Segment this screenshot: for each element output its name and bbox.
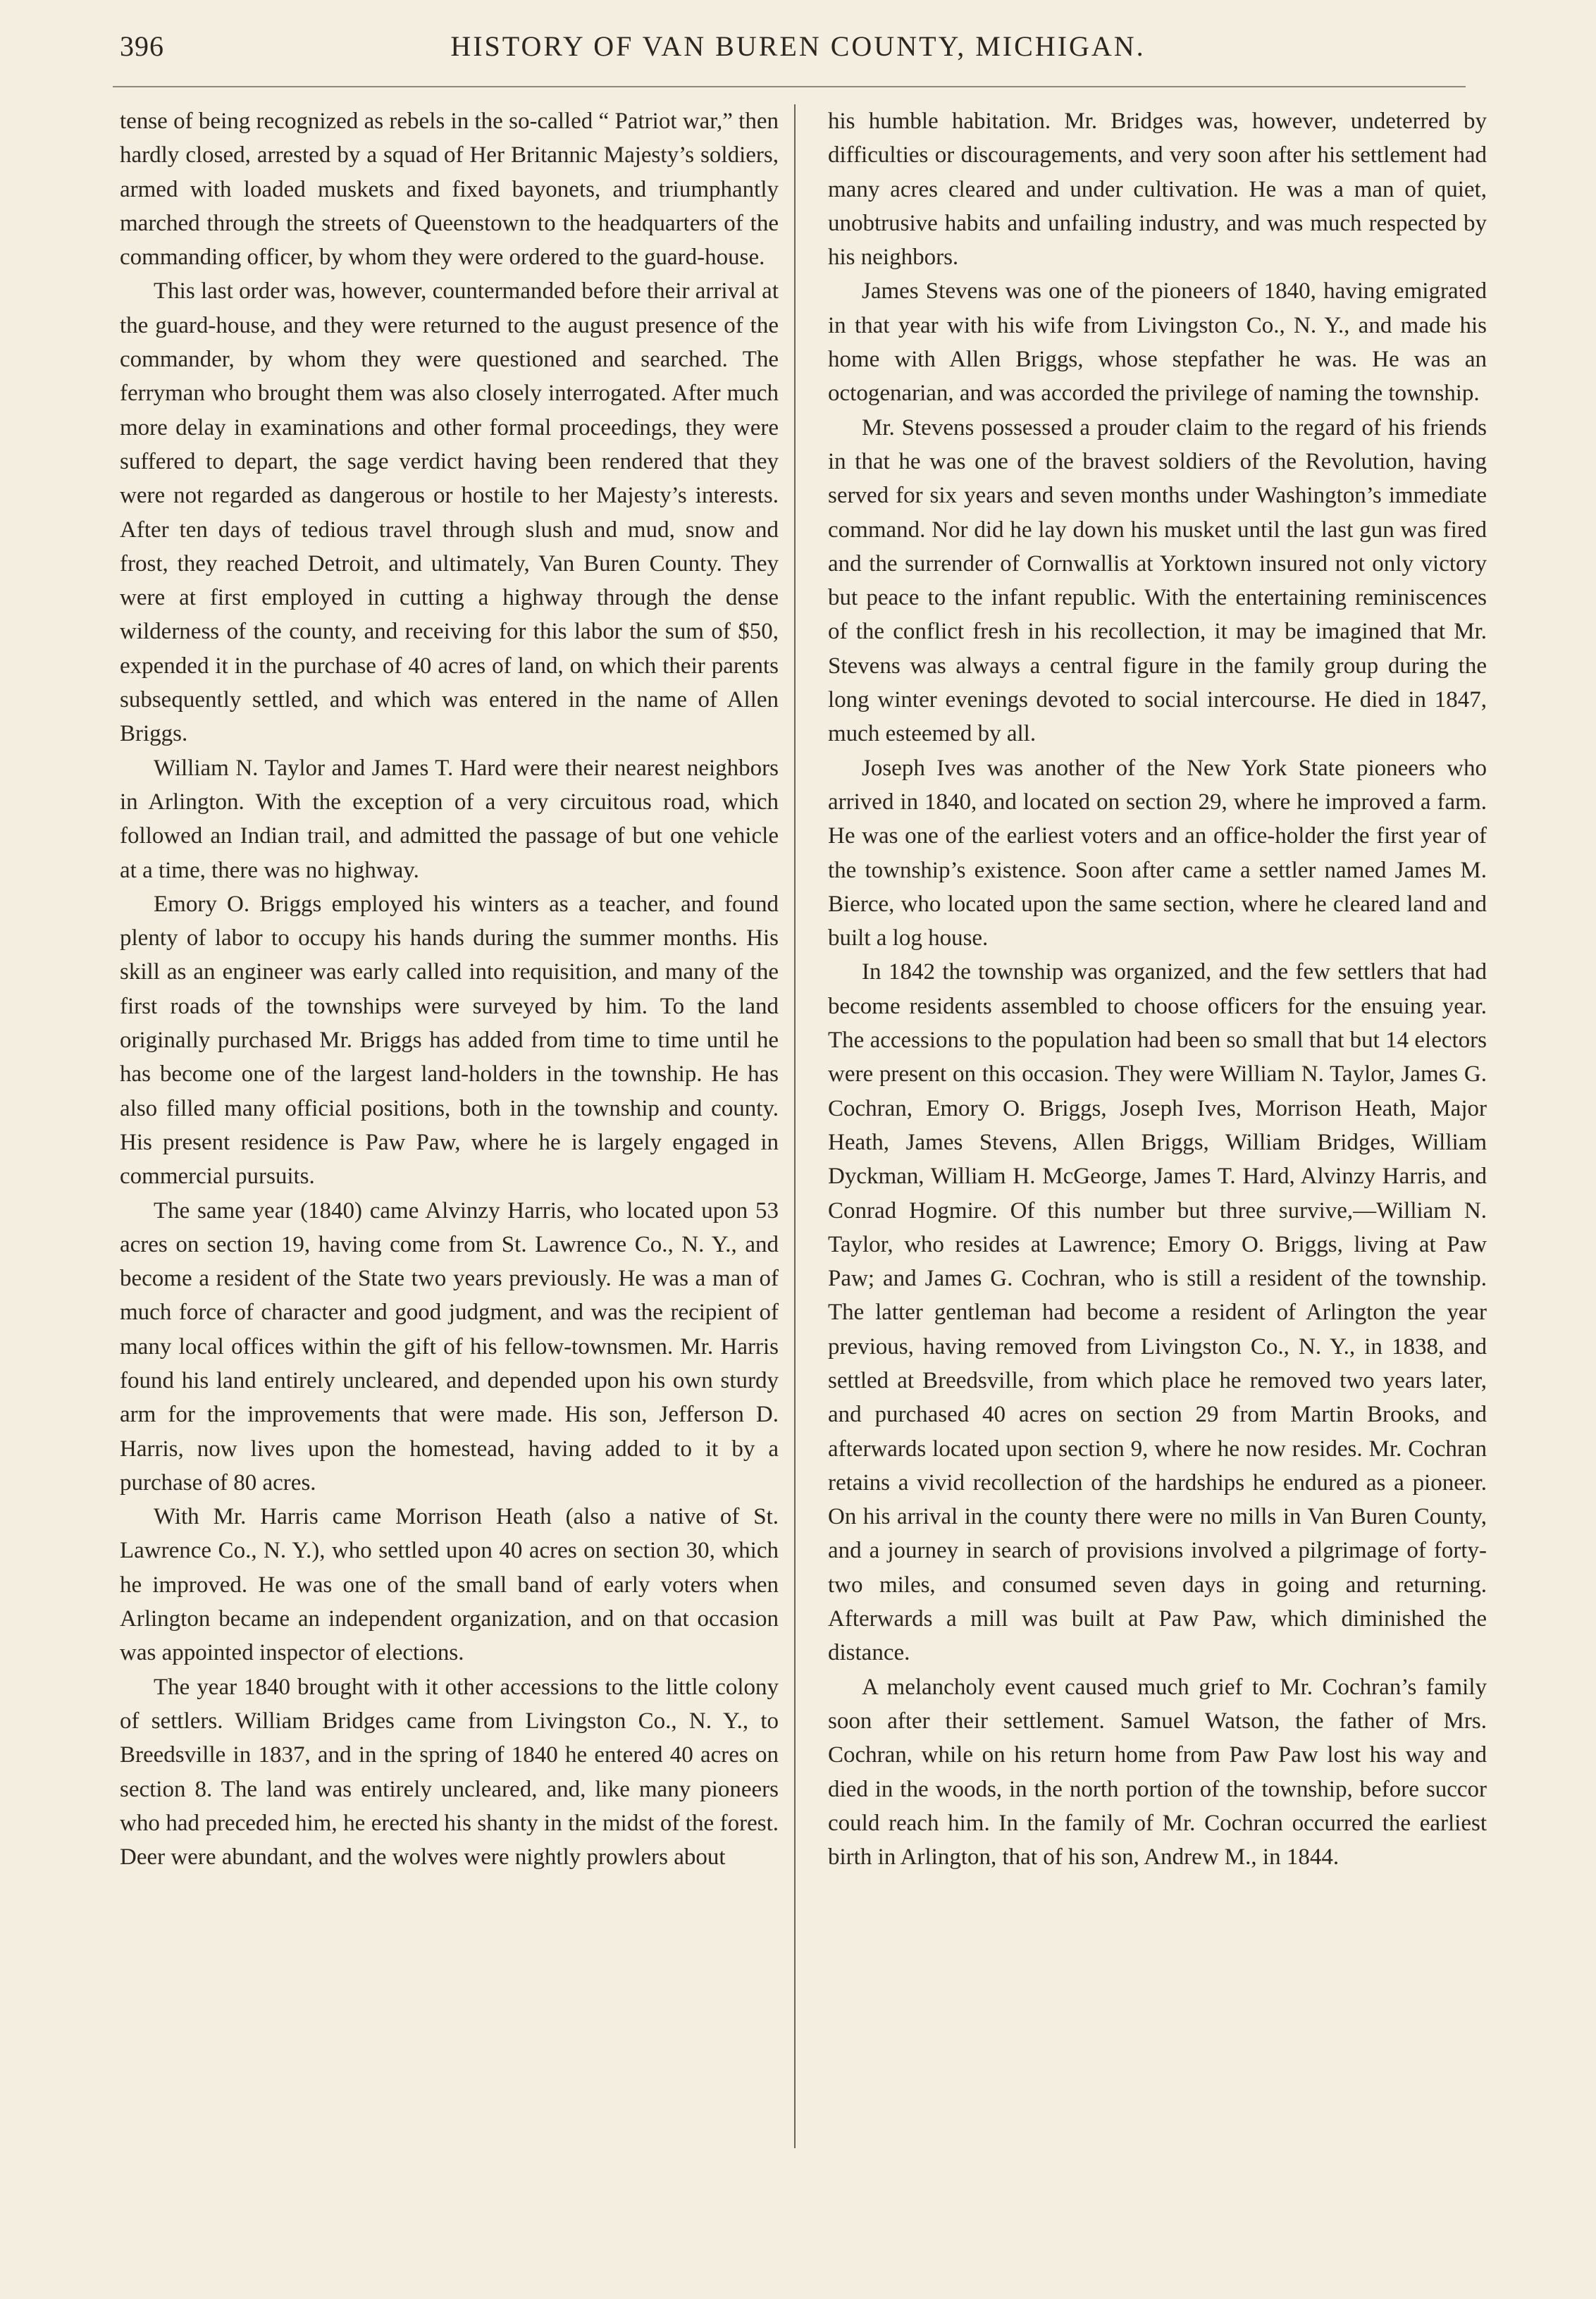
right-column (828, 104, 1487, 1874)
paragraph: With Mr. Harris came Morrison Heath (also a native of St. Lawrence Co., N. Y.), who settled upon 40 acres on section 30, which he improved. He was one of the small band of early voters when Arlington became an independent organization, and on that occasion was appointed inspector of elections. (120, 1504, 779, 1666)
running-title: HISTORY OF VAN BUREN COUNTY, MICHIGAN. (450, 30, 1146, 62)
paragraph: The year 1840 brought with it other accessions to the little colony of settlers. William Bridges came from Livingston Co., N. Y., to Breedsville in 1837, and in the spring of 1840 he entered 40 acres on section 8. The land was entirely uncleared, and, like many pioneers who had preceded him, he erected his shanty in the midst of the forest. Deer were abundant, and the wolves were nightly prowlers about (120, 1674, 779, 1870)
paragraph: his humble habitation. Mr. Bridges was, however, undeterred by difficulties or discouragements, and very soon after his settlement had many acres cleared and under cultivation. He was a man of quiet, unobtrusive habits and unfailing industry, and was much respected by his neighbors. (828, 109, 1487, 271)
paragraph: The same year (1840) came Alvinzy Harris, who located upon 53 acres on section 19, having come from St. Lawrence Co., N. Y., and become a resident of the State two years previously. He was a man of much force of character and good judgment, and was the recipient of many local offices within the gift of his fellow-townsmen. Mr. Harris found his land entirely uncleared, and depended upon his own sturdy arm for the improvements that were made. His son, Jefferson D. Harris, now lives upon the homestead, having added to it by a purchase of 80 acres. (120, 1197, 779, 1496)
paragraph: Emory O. Briggs employed his winters as a teacher, and found plenty of labor to occupy his hands during the summer months. His skill as an engineer was early called into requisition, and many of the first roads of the townships were surveyed by him. To the land originally purchased Mr. Briggs has added from time to time until he has become one of the largest land-holders in the township. He has also filled many official positions, both in the township and county. His present residence is Paw Paw, where he is largely engaged in commercial pursuits. (120, 891, 779, 1190)
paragraph: A melancholy event caused much grief to Mr. Cochran’s family soon after their settlement. Samuel Watson, the father of Mrs. Cochran, while on his return home from Paw Paw lost his way and died in the woods, in the north portion of the township, before succor could reach him. In the family of Mr. Cochran occurred the earliest birth in Arlington, that of his son, Andrew M., in 1844. (828, 1674, 1487, 1870)
paragraph: Mr. Stevens possessed a prouder claim to the regard of his friends in that he was one of the bravest soldiers of the Revolution, having served for six years and seven months under Washington’s immediate command. Nor did he lay down his musket until the last gun was fired and the surrender of Cornwallis at Yorktown insured not only victory but peace to the infant republic. With the entertaining reminiscences of the conflict fresh in his recollection, it may be imagined that Mr. Stevens was always a central figure in the family group during the long winter evenings devoted to social intercourse. He died in 1847, much esteemed by all. (828, 414, 1487, 747)
paragraph: Joseph Ives was another of the New York State pioneers who arrived in 1840, and located on section 29, where he improved a farm. He was one of the earliest voters and an office-holder the first year of the township’s existence. Soon after came a settler named James M. Bierce, who located upon the same section, where he cleared land and built a log house. (828, 755, 1487, 951)
header-rule (113, 86, 1466, 87)
left-column (120, 104, 779, 1874)
page-number: 396 (120, 30, 164, 62)
paragraph: This last order was, however, countermanded before their arrival at the guard-house, and they were returned to the august presence of the commander, by whom they were questioned and searched. The ferryman who brought them was also closely interrogated. After much more delay in examinations and other formal proceedings, they were suffered to depart, the sage verdict having been rendered that they were not regarded as dangerous or hostile to her Majesty’s interests. After ten days of tedious travel through slush and mud, snow and frost, they reached Detroit, and ultimately, Van Buren County. They were at first employed in cutting a highway through the dense wilderness of the county, and receiving for this labor the sum of $50, expended it in the purchase of 40 acres of land, on which their parents subsequently settled, and which was entered in the name of Allen Briggs. (120, 278, 779, 747)
column-divider (794, 104, 796, 2148)
paragraph: In 1842 the township was organized, and the few settlers that had become residents assembled to choose officers for the ensuing year. The accessions to the population had been so small that but 14 electors were present on this occasion. They were William N. Taylor, James G. Cochran, Emory O. Briggs, Joseph Ives, Morrison Heath, Major Heath, James Stevens, Allen Briggs, William Bridges, William Dyckman, William H. McGeorge, James T. Hard, Alvinzy Harris, and Conrad Hogmire. Of this number but three survive,—William N. Taylor, who resides at Lawrence; Emory O. Briggs, living at Paw Paw; and James G. Cochran, who is still a resident of the township. The latter gentleman had become a resident of Arlington the year previous, having removed from Livingston Co., N. Y., in 1838, and settled at Breedsville, from which place he removed two years later, and purchased 40 acres on section 29 from Martin Brooks, and afterwards located upon section 9, where he now resides. Mr. Cochran retains a vivid recollection of the hardships he endured as a pioneer. On his arrival in the county there were no mills in Van Buren County, and a journey in search of provisions involved a pilgrimage of forty-two miles, and consumed seven days in going and returning. Afterwards a mill was built at Paw Paw, which diminished the distance. (828, 959, 1487, 1666)
paragraph: James Stevens was one of the pioneers of 1840, having emigrated in that year with his wife from Livingston Co., N. Y., and made his home with Allen Briggs, whose stepfather he was. He was an octogenarian, and was accorded the privilege of naming the township. (828, 278, 1487, 407)
paragraph: William N. Taylor and James T. Hard were their nearest neighbors in Arlington. With the exception of a very circuitous road, which followed an Indian trail, and admitted the passage of but one vehicle at a time, there was no highway. (120, 755, 779, 883)
paragraph: tense of being recognized as rebels in the so-called “ Patriot war,” then hardly closed, arrested by a squad of Her Britannic Majesty’s soldiers, armed with loaded muskets and fixed bayonets, and triumphantly marched through the streets of Queenstown to the headquarters of the commanding officer, by whom they were ordered to the guard-house. (120, 109, 779, 271)
page-header (0, 24, 1596, 66)
